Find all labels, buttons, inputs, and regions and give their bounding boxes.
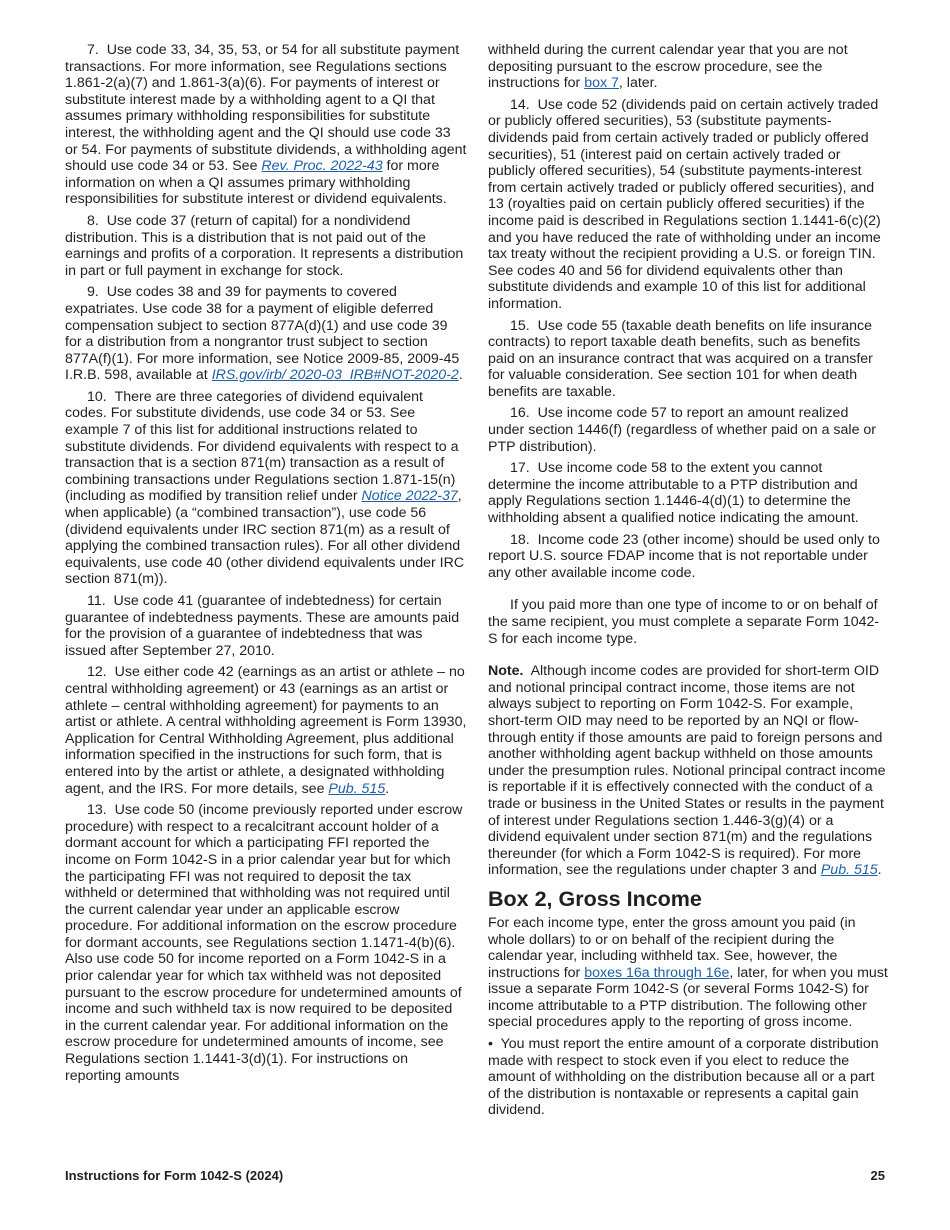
paragraph — [65, 284, 467, 384]
text-segment: 13. Use code 50 (income previously reported under escrow procedure) with respect to a recalcitrant account holder of a dormant account for which a participating FFI reported the income on Form 1042-S in a prior calendar year but for which the participating FFI was not required to deposit the tax withheld or determined that withholding was not required until the current calendar year under an applicable escrow procedure. For additional information on the escrow procedure for dormant accounts, see Regulations section 1.1471-4(b)(6). Also use code 50 for income reported on a Form 1042-S in a prior calendar year for which tax withheld was not deposited pursuant to the escrow procedure for undetermined amounts of income and such withheld tax is now required to be deposited in the current calendar year. For additional information on the escrow procedure for undetermined amounts of income, see Regulations section 1.1441-3(d)(1). For instructions on reporting amounts — [65, 802, 463, 1084]
page-number: 25 — [870, 1168, 885, 1183]
text-segment: For each income type, enter the gross amount you paid (in whole dollars) to or on behalf of the recipient during the calendar year, including withheld tax. See, however, the instructions for — [488, 914, 856, 981]
section-heading: Box 2, Gross Income — [488, 886, 702, 911]
reference-link[interactable]: IRS.gov/irb/ 2020-03_IRB#NOT-2020-2 — [211, 367, 459, 384]
paragraph — [65, 213, 467, 279]
right-column — [488, 42, 888, 1124]
text-segment: for more information on when a QI assumes primary withholding responsibilities for substitute interest or dividend equivalents. — [65, 158, 447, 208]
reference-link[interactable]: box 7 — [584, 75, 619, 92]
text-segment: 10. There are three categories of dividend equivalent codes. For substitute dividends, use code 34 or 53. See example 7 of this list for additional instructions related to substitute dividends. For dividend equivalents with respect to a transaction that is a section 871(m) transaction as a result of combining transactions under Regulations section 1.871-15(n) (including as modified by transition relief under — [65, 388, 459, 505]
text-segment: 12. Use either code 42 (earnings as an artist or athlete – no central withholding agreement) or 43 (earnings as an artist or athlete – central withholding agreement) for payments to an artist or athlete. A central withholding agreement is Form 13930, Application for Central Withholding Agreement, plus additional information specified in the instructions for such form, that is entered into by the artist or athlete, a designated withholding agent, and the IRS. For more details, see — [65, 664, 467, 797]
paragraph — [488, 460, 888, 526]
text-segment: If you paid more than one type of income to or on behalf of the same recipient, you must complete a separate Form 1042-S for each income type. — [488, 597, 880, 647]
text-segment: . — [458, 367, 463, 384]
paragraph — [488, 405, 888, 455]
text-segment: withheld during the current calendar year that you are not depositing pursuant to the escrow procedure, see the instructions for — [488, 42, 848, 92]
reference-link[interactable]: Rev. Proc. 2022-43 — [261, 158, 383, 175]
reference-link[interactable]: boxes 16a through 16e — [584, 964, 730, 981]
text-segment: 17. Use income code 58 to the extent you cannot determine the income attributable to a PTP distribution and apply Regulations section 1.1446-4(d)(1) to determine the withholding absent a qualified notice indicating the amount. — [488, 460, 859, 527]
text-segment: , later, for when you must issue a separate Form 1042-S (or several Forms 1042-S) for income attributable to a PTP distribution. The following other special procedures apply to the reporting of gross income. — [488, 964, 888, 1031]
text-segment: 9. Use codes 38 and 39 for payments to covered expatriates. Use code 38 for a payment of eligible deferred compensation subject to section 877A(d)(1) and use code 39 for a distribution from a nongrantor trust subject to section 877A(f)(1). For more information, see Notice 2009-85, 2009-45 I.R.B. 598, available at — [65, 284, 460, 384]
paragraph — [65, 389, 467, 588]
reference-link[interactable]: Notice 2022-37 — [361, 488, 458, 505]
reference-link[interactable]: Pub. 515 — [328, 780, 386, 797]
text-segment: Although income codes are provided for short-term OID and notional principal contract income, those items are not always subject to reporting on Form 1042-S. For example, short-term OID may need to be reported by an NQI or flow-through entity if those amounts are paid to foreign persons and another withholding agent backup withheld on those amounts under the presumption rules. Notional principal contract income is reportable if it is effectively connected with the conduct of a trade or business in the United States or results in the payment of interest under Regulations section 1.446-3(g)(4) or a dividend equivalent under section 871(m) and the regulations thereunder (for which a Form 1042-S is required). For more information, see the regulations under chapter 3 and — [488, 663, 886, 879]
text-segment: , when applicable) (a “combined transaction”), use code 56 (dividend equivalents under IRC section 871(m) as a result of applying the combined transaction rules). For all other dividend equivalents, use code 40 (other dividend equivalents under IRC section 871(m)). — [65, 488, 465, 588]
footer-title: Instructions for Form 1042-S (2024) — [65, 1168, 284, 1183]
text-segment: • You must report the entire amount of a corporate distribution made with respect to stock even if you elect to reduce the amount of withholding on the distribution because all or a part of the distribution is nontaxable or represents a capital gain dividend. — [488, 1036, 879, 1119]
paragraph — [488, 597, 888, 647]
paragraph — [488, 532, 888, 582]
paragraph — [488, 1036, 888, 1119]
paragraph — [488, 318, 888, 401]
paragraph — [488, 97, 888, 313]
text-segment: 16. Use income code 57 to report an amount realized under section 1446(f) (regardless of whether paid on a sale or PTP distribution). — [488, 405, 877, 455]
text-segment: . — [877, 862, 882, 879]
paragraph — [65, 802, 467, 1084]
text-segment: . — [385, 780, 390, 797]
text-segment: , later. — [618, 75, 658, 92]
paragraph — [65, 664, 467, 797]
text-segment: 14. Use code 52 (dividends paid on certain actively traded or publicly offered securities), 53 (substitute payments-dividends paid from certain actively traded or publicly offered securities), 51 (interest paid on certain actively traded or publicly offered securities), 54 (substitute payments-interest from certain actively traded or publicly offered securities), and 13 (royalties paid on certain publicly offered securities) if the income paid is described in Regulations section 1.1441-6(c)(2) and you have reduced the rate of withholding under an income tax treaty without the recipient providing a U.S. or foreign TIN. See codes 40 and 56 for dividend equivalents other than substitute dividends and example 10 of this list for additional information. — [488, 96, 881, 312]
paragraph — [65, 42, 467, 208]
text-segment: 18. Income code 23 (other income) should be used only to report U.S. source FDAP income that is not reportable under any other available income code. — [488, 531, 880, 581]
paragraph — [488, 42, 888, 92]
text-segment: 8. Use code 37 (return of capital) for a nondividend distribution. This is a distribution that is not paid out of the earnings and profits of a corporation. It represents a distribution in part or full payment in exchange for stock. — [65, 212, 464, 279]
paragraph — [488, 915, 888, 1031]
reference-link[interactable]: Pub. 515 — [820, 862, 878, 879]
text-segment: 7. Use code 33, 34, 35, 53, or 54 for all substitute payment transactions. For more information, see Regulations sections 1.861-2(a)(7) and 1.861-3(a)(6). For payments of interest or substitute interest made by a withholding agent to a QI that assumes primary withholding responsibilities for substitute interest, the withholding agent and the QI should use code 33 or 54. For payments of substitute dividends, a withholding agent should use code 34 or 53. See — [65, 42, 467, 175]
text-segment: 15. Use code 55 (taxable death benefits on life insurance contracts) to report taxable death benefits, such as benefits paid on an insurance contract that was acquired on a transfer for valuable consideration. See section 101 for when death benefits are taxable. — [488, 317, 873, 400]
left-column — [65, 42, 467, 1089]
paragraph — [488, 663, 888, 879]
bold-label: Note. — [488, 663, 524, 680]
paragraph — [65, 593, 467, 659]
text-segment: 11. Use code 41 (guarantee of indebtedness) for certain guarantee of indebtedness payments. These are amounts paid for the provision of a guarantee of indebtedness that was issued after September 27, 2010. — [65, 593, 460, 659]
